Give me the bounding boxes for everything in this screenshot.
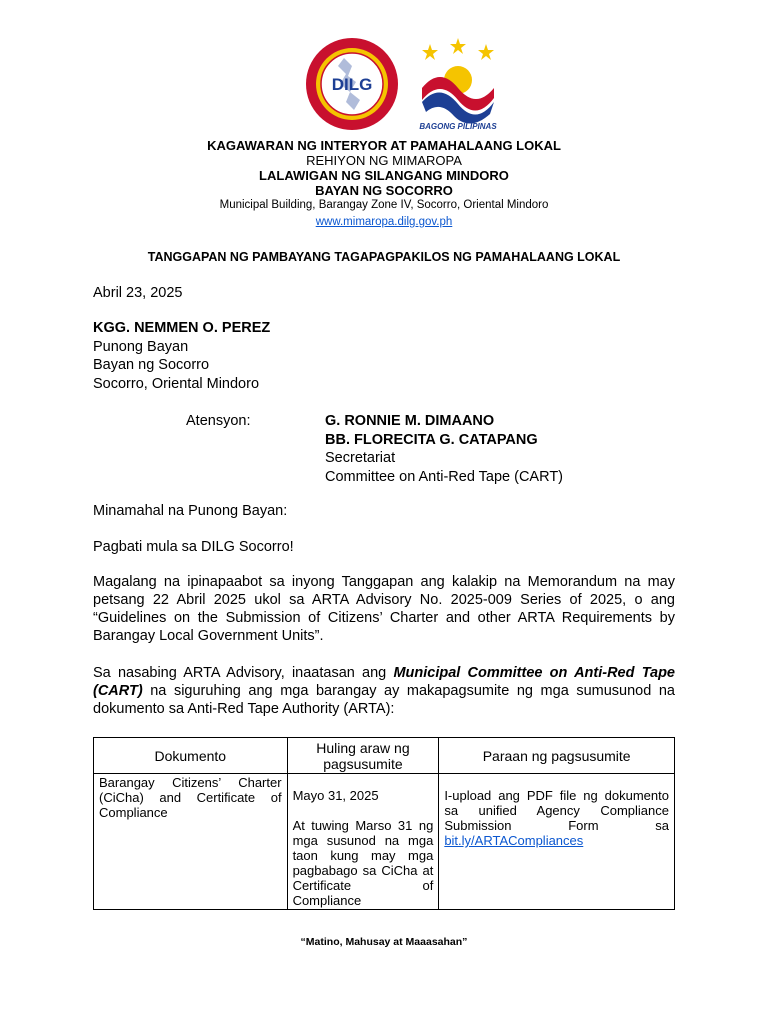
attention-label: Atensyon:	[186, 413, 251, 429]
paragraph-2	[93, 664, 675, 718]
attention-committee: Committee on Anti-Red Tape (CART)	[325, 468, 564, 485]
bagong-pilipinas-text: BAGONG PILIPINAS	[419, 122, 497, 131]
table-header-row	[94, 738, 675, 774]
addressee-name: KGG. NEMMEN O. PEREZ	[93, 320, 271, 336]
table-header-method: Paraan ng pagsusumite	[439, 738, 675, 774]
logos	[304, 36, 506, 132]
salutation: Minamahal na Punong Bayan:	[93, 503, 288, 519]
footer-motto: “Matino, Mahusay at Maaasahan”	[300, 936, 468, 948]
requirements-table	[93, 737, 675, 910]
addressee-block	[93, 319, 675, 393]
letter-date: Abril 23, 2025	[93, 285, 183, 301]
region-name: REHIYON NG MIMAROPA	[306, 153, 462, 168]
dilg-logo-text: DILG	[331, 75, 373, 94]
paragraph-2-emphasis: Municipal Committee on Anti-Red Tape (CART)	[93, 665, 675, 699]
province-name: LALAWIGAN NG SILANGANG MINDORO	[259, 168, 509, 183]
bagong-pilipinas-logo	[410, 36, 506, 132]
method-text: I-upload ang PDF file ng dokumento sa unified Agency Compliance Submission Form sa	[444, 788, 669, 833]
table-header-document: Dokumento	[94, 738, 288, 774]
paragraph-2-after: na siguruhing ang mga barangay ay makapagsumite ng mga sumusunod na dokumento sa Anti-Red Tape Authority (ARTA):	[93, 683, 675, 717]
addressee-location: Socorro, Oriental Mindoro	[93, 375, 260, 392]
paragraph-2-before: Sa nasabing ARTA Advisory, inaatasan ang	[93, 665, 394, 681]
table-cell-document: Barangay Citizens’ Charter (CiCha) and Certificate of Compliance	[94, 774, 288, 910]
addressee-title: Punong Bayan	[93, 338, 189, 355]
agency-name: KAGAWARAN NG INTERYOR AT PAMAHALAANG LOKAL	[207, 138, 561, 153]
table-cell-deadline	[287, 774, 439, 910]
deadline-recurring: At tuwing Marso 31 ng mga susunod na mga taon kung may mga pagbabago sa CiCha at Certificate of Compliance	[292, 818, 434, 908]
attention-role: Secretariat	[325, 450, 396, 466]
letterhead	[0, 138, 768, 230]
website-link[interactable]: www.mimaropa.dilg.gov.ph	[315, 216, 453, 228]
deadline-date: Mayo 31, 2025	[292, 788, 379, 803]
municipality-name: BAYAN NG SOCORRO	[315, 183, 453, 198]
dilg-seal-logo	[304, 36, 400, 132]
attention-block	[325, 412, 563, 486]
office-address: Municipal Building, Barangay Zone IV, Socorro, Oriental Mindoro	[219, 199, 549, 211]
table-cell-method	[439, 774, 675, 910]
submission-link[interactable]: bit.ly/ARTACompliances	[444, 833, 584, 848]
paragraph-1: Magalang na ipinapaabot sa inyong Tanggapan ang kalakip na Memorandum na may petsang 22 Abril 2025 ukol sa ARTA Advisory No. 2025-009 Series of 2025, o ang “Guidelines on the Submission of Citizens’ Charter and other ARTA Requirements by Barangay Local Government Units”.	[93, 574, 675, 644]
office-title: TANGGAPAN NG PAMBAYANG TAGAPAGPAKILOS NG PAMAHALAANG LOKAL	[147, 250, 621, 264]
addressee-office: Bayan ng Socorro	[93, 357, 210, 373]
table-row	[94, 774, 675, 910]
table-header-deadline: Huling araw ng pagsusumite	[287, 738, 439, 774]
greeting: Pagbati mula sa DILG Socorro!	[93, 539, 294, 555]
attention-name-2: BB. FLORECITA G. CATAPANG	[325, 431, 538, 448]
attention-name-1: G. RONNIE M. DIMAANO	[325, 413, 495, 429]
